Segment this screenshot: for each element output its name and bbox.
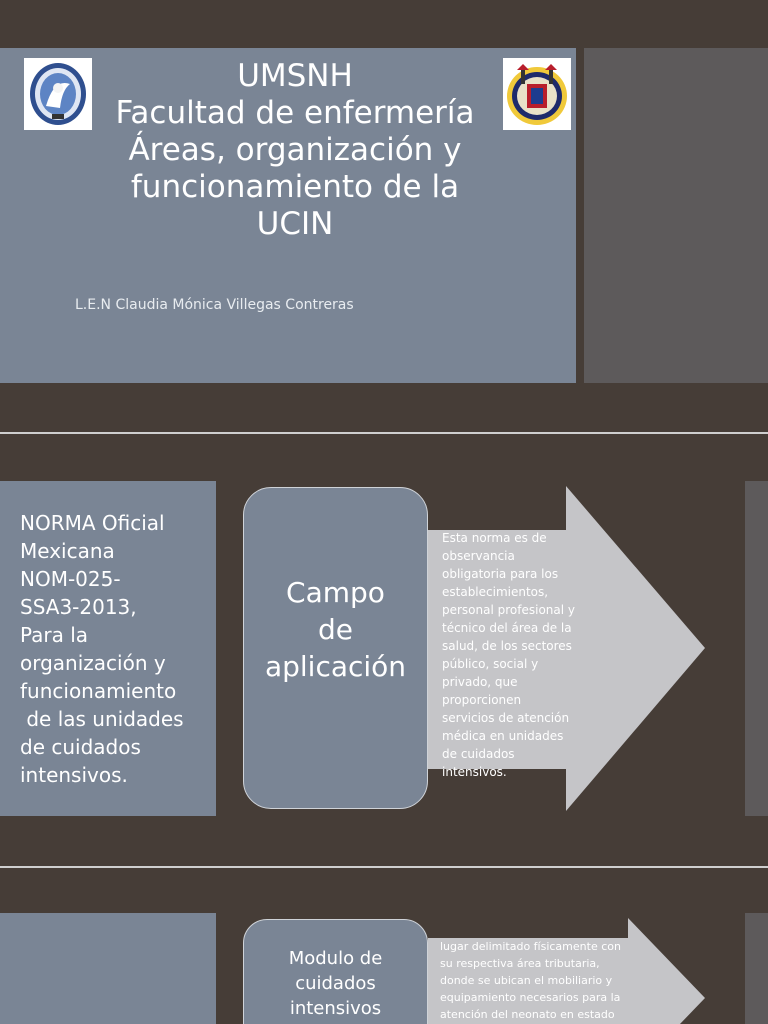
- slide-title-text: [80, 58, 510, 243]
- campo-line: aplicación: [264, 650, 407, 683]
- modulo-left-panel: [0, 913, 216, 1024]
- edge-panel: [745, 481, 768, 816]
- arrow-description: [440, 938, 640, 1023]
- arrow-line: atención del neonato en estado: [440, 1008, 615, 1021]
- title-line: funcionamiento de la: [130, 169, 460, 205]
- norma-line: intensivos.: [20, 763, 128, 787]
- arrow-line: su respectiva área tributaria,: [440, 957, 600, 970]
- arrow-line: proporcionen: [442, 693, 522, 707]
- arrow-line: equipamiento necesarios para la: [440, 991, 621, 1004]
- title-line: UMSNH: [237, 58, 353, 94]
- arrow-line: Esta norma es de: [442, 531, 547, 545]
- arrow-line: intensivos.: [442, 765, 507, 779]
- arrow-line: personal profesional y: [442, 603, 576, 617]
- arrow-line: médica en unidades: [442, 729, 564, 743]
- norma-line: Para la: [20, 623, 89, 647]
- arrow-line: privado, que: [442, 675, 518, 689]
- arrow-description: [442, 529, 602, 781]
- modulo-line: Modulo de: [288, 948, 383, 969]
- modulo-line: cuidados: [295, 973, 376, 994]
- umsnh-crest-logo: [503, 58, 571, 130]
- campo-line: Campo: [286, 576, 385, 609]
- norma-line: Mexicana: [20, 539, 115, 563]
- side-panel: [584, 48, 768, 383]
- norma-line: de las unidades: [20, 707, 184, 731]
- arrow-line: servicios de atención: [442, 711, 570, 725]
- campo-label: [243, 574, 428, 685]
- arrow-line: de cuidados: [442, 747, 515, 761]
- slide-norma: [0, 434, 768, 866]
- modulo-line: intensivos: [289, 998, 382, 1019]
- norma-text: [20, 509, 210, 789]
- edge-panel: [745, 913, 768, 1024]
- arrow-line: técnico del área de la: [442, 621, 572, 635]
- modulo-label: [243, 946, 428, 1021]
- norma-line: SSA3-2013,: [20, 595, 137, 619]
- norma-line: organización y: [20, 651, 166, 675]
- title-line: UCIN: [256, 206, 334, 242]
- author-name: L.E.N Claudia Mónica Villegas Contreras: [75, 297, 354, 313]
- norma-line: de cuidados: [20, 735, 141, 759]
- arrow-line: público, social y: [442, 657, 539, 671]
- title-line: Facultad de enfermería: [115, 95, 475, 131]
- arrow-line: salud, de los sectores: [442, 639, 572, 653]
- norma-line: funcionamiento: [20, 679, 177, 703]
- slide-title: [0, 0, 768, 432]
- arrow-line: lugar delimitado físicamente con: [440, 940, 621, 953]
- campo-line: de: [318, 613, 353, 646]
- arrow-line: donde se ubican el mobiliario y: [440, 974, 613, 987]
- arrow-line: establecimientos,: [442, 585, 549, 599]
- title-line: Áreas, organización y: [128, 132, 462, 168]
- norma-line: NOM-025-: [20, 567, 121, 591]
- norma-line: NORMA Oficial: [20, 511, 165, 535]
- arrow-line: observancia: [442, 549, 515, 563]
- slide-modulo: [0, 868, 768, 1024]
- arrow-line: obligatoria para los: [442, 567, 559, 581]
